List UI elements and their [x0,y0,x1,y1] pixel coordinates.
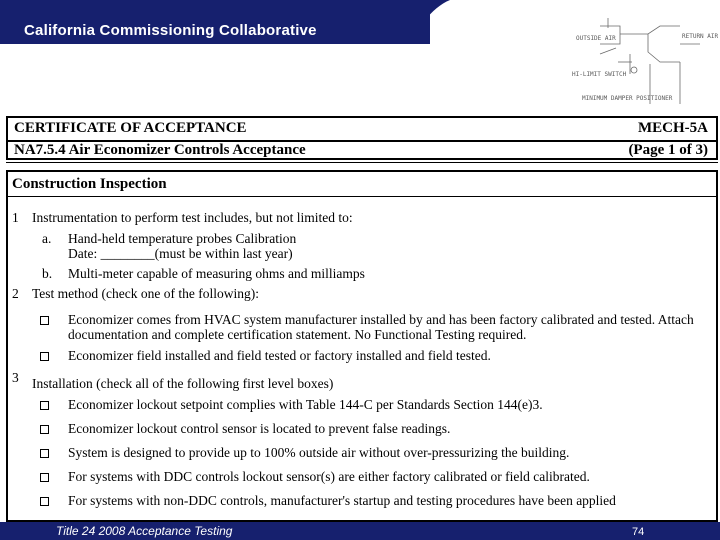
option-field-installed: Economizer field installed and field tested or factory installed and field tested. [68,348,491,363]
construction-inspection-section [6,170,718,522]
footer-title: Title 24 2008 Acceptance Testing [56,524,233,538]
section-heading: Construction Inspection [12,176,167,192]
option-factory-calibrated-line1: Economizer comes from HVAC system manufacturer installed by and has been factory calibrated and tested. Attach [68,312,694,327]
certificate-title: CERTIFICATE OF ACCEPTANCE [14,120,247,136]
sketch-label-outside-air: OUTSIDE AIR [576,35,616,42]
sub-item-letter-a: a. [42,231,52,246]
sketch-label-hi-limit: HI-LIMIT SWITCH [572,71,627,78]
sub-item-b-text: Multi-meter capable of measuring ohms and milliamps [68,266,365,281]
item-number-3: 3 [12,370,19,385]
checkbox-field-installed[interactable] [40,352,49,361]
option-ddc-controls: For systems with DDC controls lockout sensor(s) are either factory calibrated or field calibrated. [68,469,590,484]
checkbox-lockout-setpoint[interactable] [40,401,49,410]
checkbox-outside-air[interactable] [40,449,49,458]
item-number-2: 2 [12,286,19,301]
sketch-label-damper: MINIMUM DAMPER POSITIONER [582,95,673,102]
item-text-1: Instrumentation to perform test includes, but not limited to: [32,210,353,225]
option-factory-calibrated-line2: documentation and complete certification statement. No Functional Testing required. [68,327,527,342]
document-page [6,114,718,522]
certificate-title-box [6,116,718,160]
divider [6,162,718,163]
option-non-ddc-controls: For systems with non-DDC controls, manufacturer's startup and testing procedures have been applied [68,493,616,508]
page-indicator: (Page 1 of 3) [628,142,708,158]
option-lockout-setpoint: Economizer lockout setpoint complies with Table 144-C per Standards Section 144(e)3. [68,397,543,412]
item-text-3: Installation (check all of the following first level boxes) [32,376,334,391]
sub-item-a-text: Hand-held temperature probes Calibration [68,231,297,246]
section-divider [8,196,716,197]
brand-band-curve [390,0,450,44]
checkbox-non-ddc-controls[interactable] [40,497,49,506]
brand-title: California Commissioning Collaborative [24,22,317,39]
checkbox-ddc-controls[interactable] [40,473,49,482]
checkbox-factory-calibrated[interactable] [40,316,49,325]
item-number-1: 1 [12,210,19,225]
option-lockout-sensor: Economizer lockout control sensor is located to prevent false readings. [68,421,451,436]
sketch-label-return-air: RETURN AIR [682,33,718,40]
header [0,0,720,110]
form-id: MECH-5A [638,120,708,136]
item-text-2: Test method (check one of the following): [32,286,259,301]
option-outside-air: System is designed to provide up to 100% outside air without over-pressurizing the building. [68,445,570,460]
sub-item-letter-b: b. [42,266,53,281]
economizer-sketch-image [560,4,718,108]
page-number: 74 [632,526,645,538]
footer-bar [0,522,720,540]
calibration-date-text: Date: ________(must be within last year) [68,246,293,261]
form-subtitle: NA7.5.4 Air Economizer Controls Acceptance [14,142,306,158]
checkbox-lockout-sensor[interactable] [40,425,49,434]
